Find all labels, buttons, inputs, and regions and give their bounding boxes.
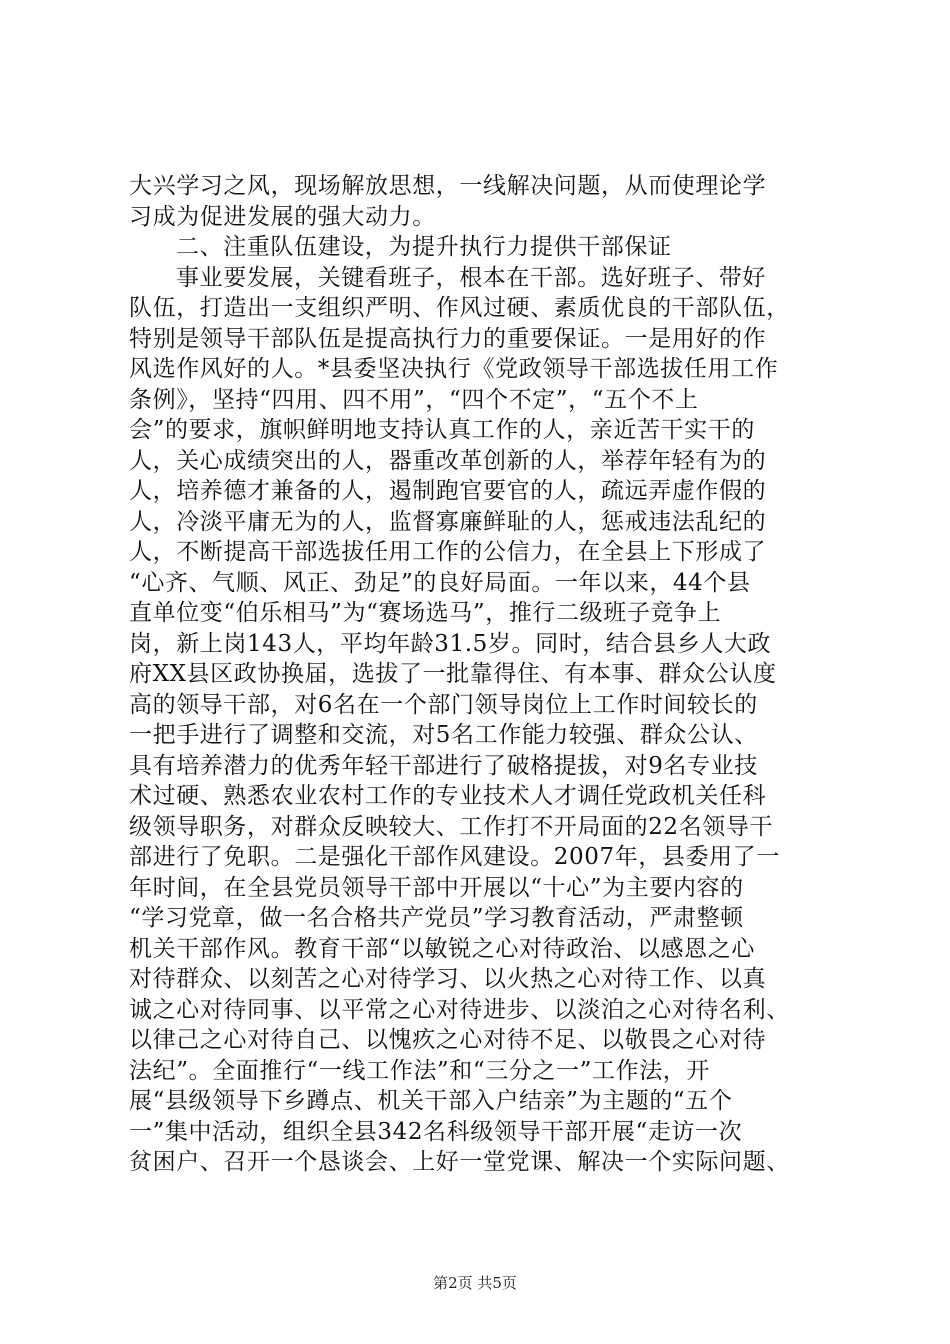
- text-line: 人，关心成绩突出的人，器重改革创新的人，举荐年轻有为的: [129, 447, 767, 474]
- text-line: 队伍，打造出一支组织严明、作风过硬、素质优良的干部队伍，: [129, 295, 790, 321]
- text-line: 一”集中活动，组织全县342名科级领导干部开展“走访一次: [129, 1118, 743, 1145]
- text-line: 府XX县区政协换届，选拔了一批靠得住、有本事、群众公认度: [129, 661, 777, 687]
- text-line: 人，冷淡平庸无为的人，监督寡廉鲜耻的人，惩戒违法乱纪的: [129, 508, 767, 535]
- text-line: 级领导职务，对群众反映较大、工作打不开局面的22名领导干: [129, 813, 774, 840]
- text-line: 直单位变“伯乐相马”为“赛场选马”，推行二级班子竞争上: [129, 600, 722, 626]
- text-line: “学习党章，做一名合格共产党员”学习教育活动，严肃整顿: [129, 905, 744, 931]
- text-line: 大兴学习之风，现场解放思想，一线解决问题，从而使理论学: [129, 173, 767, 199]
- text-line: 贫困户、召开一个恳谈会、上好一堂党课、解决一个实际问题、: [129, 1149, 790, 1175]
- text-line: 二、注重队伍建设，为提升执行力提供干部保证: [176, 234, 672, 260]
- text-line: 风选作风好的人。*县委坚决执行《党政领导干部选拔任用工作: [129, 356, 779, 382]
- text-line: 岗，新上岗143人，平均年龄31.5岁。同时，结合县乡人大政: [129, 630, 772, 657]
- text-line: 对待群众、以刻苦之心对待学习、以火热之心对待工作、以真: [129, 966, 767, 992]
- text-line: 高的领导干部，对6名在一个部门领导岗位上工作时间较长的: [129, 691, 758, 718]
- text-line: 以律己之心对待自己、以愧疚之心对待不足、以敬畏之心对待: [129, 1027, 767, 1053]
- text-line: 人，培养德才兼备的人，遏制跑官要官的人，疏远弄虚作假的: [129, 478, 767, 504]
- text-line: 机关干部作风。教育干部“以敏锐之心对待政治、以感恩之心: [129, 935, 755, 962]
- text-line: 事业要发展，关键看班子，根本在干部。选好班子、带好: [176, 264, 766, 291]
- page-footer: 第2页 共5页: [433, 1274, 517, 1292]
- document-body: [129, 171, 829, 1178]
- text-line: 会”的要求，旗帜鲜明地支持认真工作的人，亲近苦干实干的: [129, 417, 755, 443]
- text-line: 部进行了免职。二是强化干部作风建设。2007年，县委用了一: [129, 844, 780, 870]
- text-line: 具有培养潜力的优秀年轻干部进行了破格提拔，对9名专业技: [129, 752, 758, 779]
- text-line: 习成为促进发展的强大动力。: [129, 203, 436, 230]
- text-line: 特别是领导干部队伍是提高执行力的重要保证。一是用好的作: [129, 325, 767, 352]
- text-line: 诚之心对待同事、以平常之心对待进步、以淡泊之心对待名利、: [129, 996, 790, 1023]
- text-line: 法纪”。全面推行“一线工作法”和“三分之一”工作法，开: [129, 1057, 710, 1084]
- text-line: “心齐、气顺、风正、劲足”的良好局面。一年以来，44个县: [129, 569, 751, 596]
- text-line: 条例》，坚持“四用、四不用”，“四个不定”，“五个不上: [129, 386, 699, 413]
- text-line: 一把手进行了调整和交流，对5名工作能力较强、群众公认、: [129, 722, 758, 748]
- text-line: 术过硬、熟悉农业农村工作的专业技术人才调任党政机关任科: [129, 783, 767, 809]
- text-line: 人，不断提高干部选拔任用工作的公信力，在全县上下形成了: [129, 539, 767, 565]
- text-line: 展“县级领导下乡蹲点、机关干部入户结亲”为主题的“五个: [129, 1088, 733, 1114]
- text-line: 年时间，在全县党员领导干部中开展以“十心”为主要内容的: [129, 874, 744, 901]
